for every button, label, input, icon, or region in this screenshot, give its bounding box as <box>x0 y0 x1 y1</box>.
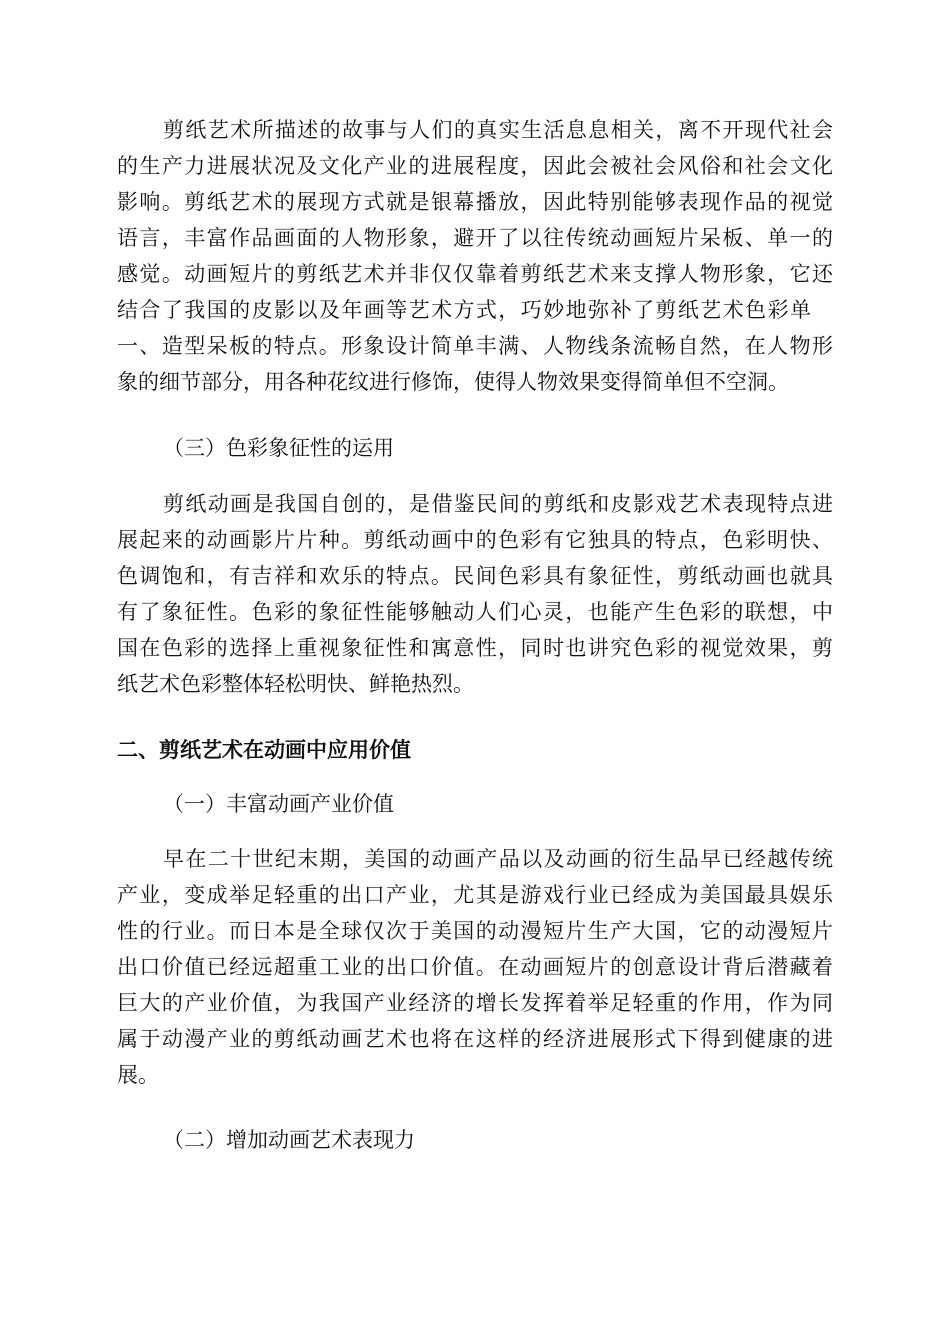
paragraph-3-line-4: 出口价值已经远超重工业的出口价值。在动画短片的创意设计背后潜藏着 <box>117 955 833 979</box>
paragraph-1-line-8: 象的细节部分，用各种花纹进行修饰，使得人物效果变得简单但不空洞。 <box>117 370 789 394</box>
paragraph-2-line-3: 色调饱和，有吉祥和欢乐的特点。民间色彩具有象征性，剪纸动画也就具 <box>117 564 833 588</box>
paragraph-3-line-1: 早在二十世纪末期，美国的动画产品以及动画的衍生品早已经越传统 <box>163 847 833 871</box>
paragraph-1-line-6: 结合了我国的皮影以及年画等艺术方式，巧妙地弥补了剪纸艺术色彩单 <box>117 298 811 322</box>
paragraph-3-line-6: 属于动漫产业的剪纸动画艺术也将在这样的经济进展形式下得到健康的进 <box>117 1027 833 1051</box>
subheading-industry-value: （一）丰富动画产业价值 <box>163 792 394 816</box>
paragraph-2-line-6: 纸艺术色彩整体轻松明快、鲜艳热烈。 <box>117 672 474 696</box>
paragraph-2-line-5: 国在色彩的选择上重视象征性和寓意性，同时也讲究色彩的视觉效果，剪 <box>117 636 833 660</box>
paragraph-2-line-2: 展起来的动画影片片种。剪纸动画中的色彩有它独具的特点，色彩明快、 <box>117 528 833 552</box>
paragraph-1-line-1: 剪纸艺术所描述的故事与人们的真实生活息息相关，离不开现代社会 <box>163 118 833 142</box>
paragraph-1-line-3: 影响。剪纸艺术的展现方式就是银幕播放，因此特别能够表现作品的视觉 <box>117 190 833 214</box>
paragraph-3-line-3: 性的行业。而日本是全球仅次于美国的动漫短片生产大国，它的动漫短片 <box>117 919 833 943</box>
subheading-expressiveness: （二）增加动画艺术表现力 <box>163 1128 415 1152</box>
section-heading-application-value: 二、剪纸艺术在动画中应用价值 <box>117 738 411 762</box>
subheading-color-symbolism: （三）色彩象征性的运用 <box>163 436 394 460</box>
paragraph-1-line-5: 感觉。动画短片的剪纸艺术并非仅仅靠着剪纸艺术来支撑人物形象，它还 <box>117 262 833 286</box>
paragraph-3-line-5: 巨大的产业价值，为我国产业经济的增长发挥着举足轻重的作用，作为同 <box>117 991 833 1015</box>
paragraph-3-line-7: 展。 <box>117 1063 159 1087</box>
paragraph-3-line-2: 产业，变成举足轻重的出口产业，尤其是游戏行业已经成为美国最具娱乐 <box>117 883 833 907</box>
paragraph-1-line-4: 语言，丰富作品画面的人物形象，避开了以往传统动画短片呆板、单一的 <box>117 226 833 250</box>
paragraph-2-line-1: 剪纸动画是我国自创的，是借鉴民间的剪纸和皮影戏艺术表现特点进 <box>163 492 833 516</box>
paragraph-1-line-2: 的生产力进展状况及文化产业的进展程度，因此会被社会风俗和社会文化 <box>117 154 833 178</box>
paragraph-1-line-7: 一、造型呆板的特点。形象设计简单丰满、人物线条流畅自然，在人物形 <box>117 334 833 358</box>
paragraph-2-line-4: 有了象征性。色彩的象征性能够触动人们心灵，也能产生色彩的联想，中 <box>117 600 833 624</box>
